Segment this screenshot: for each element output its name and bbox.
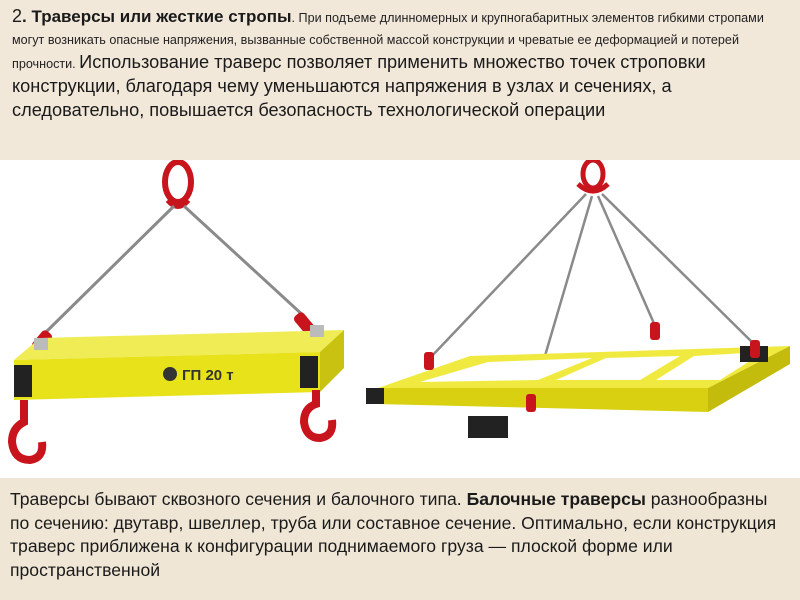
intro-large-text: Использование траверс позволяет применить множество точек строповки конструкции, благодаря чему уменьшаются напряжения в узлах и сечениях, а следовательно, повышается безопасность технологической операции	[12, 52, 706, 120]
section-number: 2	[12, 6, 23, 26]
photos-area	[0, 160, 800, 478]
frame-traverse-image	[360, 160, 800, 478]
footer-part2: разнообразны по сечению: двутавр, швеллер, труба или составное сечение. Оптимально, если конструкция траверс приближена к конфигурации поднимаемого груза — плоской форме или пространственной	[10, 489, 777, 580]
beam-load-label: ГП 20 т	[182, 367, 234, 384]
intro-small-text: . При подъеме длинномерных и крупногабаритных элементов гибкими стропами могут возникать опасные напряжения, вызванные собственной массой конструкции и чреватые ее деформацией и потерей прочности.	[12, 11, 764, 71]
beam-traverse-image	[0, 160, 350, 478]
footer-part1: Траверсы бывают сквозного сечения и балочного типа.	[10, 489, 467, 509]
section-title: . Траверсы или жесткие стропы	[22, 7, 292, 26]
footer-bold-term: Балочные траверсы	[466, 489, 646, 509]
footer-text	[0, 478, 800, 600]
header-text	[0, 0, 800, 160]
